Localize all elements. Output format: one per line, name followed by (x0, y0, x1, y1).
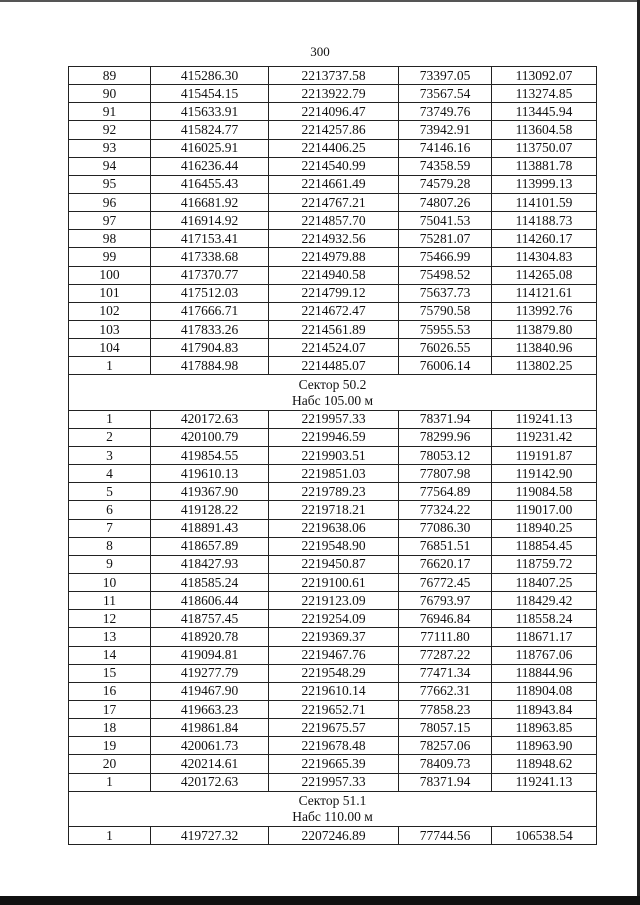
coord-y-cell: 2219665.39 (269, 755, 399, 773)
coord-x-cell: 420172.63 (151, 410, 269, 428)
coord-y-cell: 2213922.79 (269, 85, 399, 103)
local-y-cell: 113992.76 (492, 302, 597, 320)
local-y-cell: 119084.58 (492, 483, 597, 501)
coord-x-cell: 420214.61 (151, 755, 269, 773)
local-x-cell: 73942.91 (399, 121, 492, 139)
point-number-cell: 7 (69, 519, 151, 537)
table-row (69, 628, 597, 646)
coord-x-cell: 416025.91 (151, 139, 269, 157)
point-number-cell: 91 (69, 103, 151, 121)
point-number-cell: 10 (69, 573, 151, 591)
sector-header-cell (69, 375, 597, 410)
local-x-cell: 76026.55 (399, 339, 492, 357)
local-x-cell: 74146.16 (399, 139, 492, 157)
coord-x-cell: 418757.45 (151, 610, 269, 628)
table-row (69, 573, 597, 591)
point-number-cell: 90 (69, 85, 151, 103)
coord-x-cell: 419610.13 (151, 465, 269, 483)
local-y-cell: 114101.59 (492, 193, 597, 211)
coord-x-cell: 417338.68 (151, 248, 269, 266)
coord-y-cell: 2214096.47 (269, 103, 399, 121)
table-row (69, 537, 597, 555)
local-y-cell: 118963.90 (492, 737, 597, 755)
table-row (69, 284, 597, 302)
point-number-cell: 12 (69, 610, 151, 628)
local-y-cell: 113445.94 (492, 103, 597, 121)
table-row (69, 410, 597, 428)
table-row (69, 773, 597, 791)
local-y-cell: 113840.96 (492, 339, 597, 357)
coord-y-cell: 2214799.12 (269, 284, 399, 302)
local-x-cell: 75955.53 (399, 320, 492, 338)
coordinates-table (68, 66, 597, 845)
coord-x-cell: 415286.30 (151, 67, 269, 85)
coord-x-cell: 419663.23 (151, 700, 269, 718)
sector-header-row (69, 375, 597, 410)
local-x-cell: 77111.80 (399, 628, 492, 646)
coord-x-cell: 419094.81 (151, 646, 269, 664)
coord-x-cell: 417666.71 (151, 302, 269, 320)
coord-x-cell: 415824.77 (151, 121, 269, 139)
local-y-cell: 113750.07 (492, 139, 597, 157)
coord-y-cell: 2219957.33 (269, 410, 399, 428)
table-row (69, 339, 597, 357)
point-number-cell: 96 (69, 193, 151, 211)
table-row (69, 519, 597, 537)
local-x-cell: 76793.97 (399, 592, 492, 610)
coord-x-cell: 417833.26 (151, 320, 269, 338)
point-number-cell: 11 (69, 592, 151, 610)
local-x-cell: 73397.05 (399, 67, 492, 85)
point-number-cell: 104 (69, 339, 151, 357)
point-number-cell: 19 (69, 737, 151, 755)
coord-x-cell: 416914.92 (151, 212, 269, 230)
local-x-cell: 76851.51 (399, 537, 492, 555)
sector-header-row (69, 791, 597, 826)
table-row (69, 755, 597, 773)
table-row (69, 719, 597, 737)
local-x-cell: 78299.96 (399, 428, 492, 446)
local-y-cell: 118558.24 (492, 610, 597, 628)
point-number-cell: 15 (69, 664, 151, 682)
coord-y-cell: 2219851.03 (269, 465, 399, 483)
sector-title: Сектор 51.1 (298, 792, 367, 808)
coord-x-cell: 416681.92 (151, 193, 269, 211)
coord-x-cell: 417884.98 (151, 357, 269, 375)
coord-y-cell: 2214857.70 (269, 212, 399, 230)
coord-x-cell: 416236.44 (151, 157, 269, 175)
table-row (69, 592, 597, 610)
coord-x-cell: 418657.89 (151, 537, 269, 555)
local-y-cell: 118854.45 (492, 537, 597, 555)
local-x-cell: 78053.12 (399, 446, 492, 464)
table-row (69, 193, 597, 211)
local-y-cell: 113881.78 (492, 157, 597, 175)
table-row (69, 121, 597, 139)
local-x-cell: 77744.56 (399, 826, 492, 844)
coord-x-cell: 417370.77 (151, 266, 269, 284)
table-row (69, 175, 597, 193)
local-y-cell: 113879.80 (492, 320, 597, 338)
point-number-cell: 8 (69, 537, 151, 555)
coord-y-cell: 2214561.89 (269, 320, 399, 338)
point-number-cell: 6 (69, 501, 151, 519)
point-number-cell: 99 (69, 248, 151, 266)
coord-x-cell: 415454.15 (151, 85, 269, 103)
local-y-cell: 118963.85 (492, 719, 597, 737)
sector-title: Сектор 50.2 (298, 376, 367, 392)
table-row (69, 446, 597, 464)
local-x-cell: 77858.23 (399, 700, 492, 718)
point-number-cell: 1 (69, 357, 151, 375)
table-row (69, 501, 597, 519)
coord-x-cell: 415633.91 (151, 103, 269, 121)
local-y-cell: 118767.06 (492, 646, 597, 664)
table-row (69, 320, 597, 338)
point-number-cell: 102 (69, 302, 151, 320)
coord-x-cell: 418920.78 (151, 628, 269, 646)
coord-y-cell: 2219903.51 (269, 446, 399, 464)
local-x-cell: 78057.15 (399, 719, 492, 737)
local-y-cell: 118940.25 (492, 519, 597, 537)
coord-y-cell: 2219652.71 (269, 700, 399, 718)
local-y-cell: 118407.25 (492, 573, 597, 591)
point-number-cell: 20 (69, 755, 151, 773)
table-row (69, 664, 597, 682)
coord-y-cell: 2214672.47 (269, 302, 399, 320)
coord-x-cell: 418585.24 (151, 573, 269, 591)
local-x-cell: 78409.73 (399, 755, 492, 773)
local-x-cell: 76772.45 (399, 573, 492, 591)
local-y-cell: 106538.54 (492, 826, 597, 844)
table-row (69, 483, 597, 501)
local-y-cell: 114304.83 (492, 248, 597, 266)
table-row (69, 266, 597, 284)
point-number-cell: 1 (69, 410, 151, 428)
local-x-cell: 77662.31 (399, 682, 492, 700)
local-x-cell: 75466.99 (399, 248, 492, 266)
coord-y-cell: 2219678.48 (269, 737, 399, 755)
point-number-cell: 1 (69, 826, 151, 844)
local-x-cell: 74807.26 (399, 193, 492, 211)
table-row (69, 555, 597, 573)
coord-y-cell: 2214485.07 (269, 357, 399, 375)
local-x-cell: 73567.54 (399, 85, 492, 103)
coord-x-cell: 419128.22 (151, 501, 269, 519)
local-x-cell: 77324.22 (399, 501, 492, 519)
coord-y-cell: 2213737.58 (269, 67, 399, 85)
local-y-cell: 118759.72 (492, 555, 597, 573)
table-row (69, 465, 597, 483)
coord-x-cell: 417512.03 (151, 284, 269, 302)
coord-x-cell: 419854.55 (151, 446, 269, 464)
point-number-cell: 100 (69, 266, 151, 284)
coord-x-cell: 418891.43 (151, 519, 269, 537)
local-y-cell: 114265.08 (492, 266, 597, 284)
table-row (69, 139, 597, 157)
local-y-cell: 119017.00 (492, 501, 597, 519)
point-number-cell: 94 (69, 157, 151, 175)
local-y-cell: 113274.85 (492, 85, 597, 103)
point-number-cell: 93 (69, 139, 151, 157)
point-number-cell: 2 (69, 428, 151, 446)
local-y-cell: 114260.17 (492, 230, 597, 248)
point-number-cell: 97 (69, 212, 151, 230)
coord-x-cell: 420172.63 (151, 773, 269, 791)
coord-x-cell: 419277.79 (151, 664, 269, 682)
table-row (69, 826, 597, 844)
local-y-cell: 118948.62 (492, 755, 597, 773)
point-number-cell: 9 (69, 555, 151, 573)
local-x-cell: 78257.06 (399, 737, 492, 755)
coord-y-cell: 2214979.88 (269, 248, 399, 266)
coord-y-cell: 2214406.25 (269, 139, 399, 157)
coord-x-cell: 419467.90 (151, 682, 269, 700)
coord-x-cell: 419367.90 (151, 483, 269, 501)
local-y-cell: 118671.17 (492, 628, 597, 646)
point-number-cell: 16 (69, 682, 151, 700)
local-x-cell: 78371.94 (399, 773, 492, 791)
local-y-cell: 119191.87 (492, 446, 597, 464)
local-x-cell: 75790.58 (399, 302, 492, 320)
local-y-cell: 113999.13 (492, 175, 597, 193)
table-row (69, 682, 597, 700)
table-row (69, 103, 597, 121)
local-y-cell: 119241.13 (492, 773, 597, 791)
local-x-cell: 75281.07 (399, 230, 492, 248)
local-x-cell: 77564.89 (399, 483, 492, 501)
local-x-cell: 74579.28 (399, 175, 492, 193)
point-number-cell: 103 (69, 320, 151, 338)
coord-y-cell: 2214661.49 (269, 175, 399, 193)
table-row (69, 230, 597, 248)
coord-y-cell: 2214257.86 (269, 121, 399, 139)
coord-x-cell: 417153.41 (151, 230, 269, 248)
local-x-cell: 76006.14 (399, 357, 492, 375)
sector-height: Набс 110.00 м (292, 808, 373, 824)
coord-y-cell: 2219100.61 (269, 573, 399, 591)
coord-y-cell: 2219548.29 (269, 664, 399, 682)
scan-top-edge (0, 0, 640, 2)
table-row (69, 737, 597, 755)
local-x-cell: 77287.22 (399, 646, 492, 664)
local-y-cell: 114121.61 (492, 284, 597, 302)
coord-y-cell: 2214940.58 (269, 266, 399, 284)
local-x-cell: 74358.59 (399, 157, 492, 175)
coord-x-cell: 420061.73 (151, 737, 269, 755)
table-row (69, 212, 597, 230)
local-y-cell: 113604.58 (492, 121, 597, 139)
point-number-cell: 92 (69, 121, 151, 139)
coord-y-cell: 2214540.99 (269, 157, 399, 175)
table-row (69, 157, 597, 175)
coord-y-cell: 2214524.07 (269, 339, 399, 357)
coord-y-cell: 2219718.21 (269, 501, 399, 519)
local-y-cell: 114188.73 (492, 212, 597, 230)
coord-y-cell: 2219123.09 (269, 592, 399, 610)
local-x-cell: 75637.73 (399, 284, 492, 302)
table-row (69, 357, 597, 375)
table-row (69, 248, 597, 266)
point-number-cell: 17 (69, 700, 151, 718)
table-row (69, 302, 597, 320)
table-row (69, 610, 597, 628)
local-y-cell: 119241.13 (492, 410, 597, 428)
coord-y-cell: 2219548.90 (269, 537, 399, 555)
local-y-cell: 113802.25 (492, 357, 597, 375)
point-number-cell: 5 (69, 483, 151, 501)
coord-y-cell: 2219946.59 (269, 428, 399, 446)
point-number-cell: 13 (69, 628, 151, 646)
coord-y-cell: 2219467.76 (269, 646, 399, 664)
page-number: 300 (310, 44, 330, 59)
coord-y-cell: 2219789.23 (269, 483, 399, 501)
point-number-cell: 3 (69, 446, 151, 464)
table-row (69, 700, 597, 718)
coordinates-table-body (69, 67, 597, 845)
coord-x-cell: 418427.93 (151, 555, 269, 573)
table-row (69, 646, 597, 664)
local-x-cell: 77086.30 (399, 519, 492, 537)
sector-height: Набс 105.00 м (291, 392, 374, 408)
local-y-cell: 119231.42 (492, 428, 597, 446)
local-x-cell: 73749.76 (399, 103, 492, 121)
coord-y-cell: 2219254.09 (269, 610, 399, 628)
local-x-cell: 77807.98 (399, 465, 492, 483)
local-x-cell: 78371.94 (399, 410, 492, 428)
local-y-cell: 113092.07 (492, 67, 597, 85)
point-number-cell: 101 (69, 284, 151, 302)
coord-y-cell: 2214767.21 (269, 193, 399, 211)
coord-x-cell: 418606.44 (151, 592, 269, 610)
local-x-cell: 77471.34 (399, 664, 492, 682)
coord-x-cell: 417904.83 (151, 339, 269, 357)
local-y-cell: 118844.96 (492, 664, 597, 682)
coord-y-cell: 2219610.14 (269, 682, 399, 700)
coord-y-cell: 2219675.57 (269, 719, 399, 737)
coord-y-cell: 2219369.37 (269, 628, 399, 646)
local-y-cell: 119142.90 (492, 465, 597, 483)
point-number-cell: 1 (69, 773, 151, 791)
coord-y-cell: 2219957.33 (269, 773, 399, 791)
point-number-cell: 98 (69, 230, 151, 248)
local-x-cell: 76946.84 (399, 610, 492, 628)
coord-y-cell: 2214932.56 (269, 230, 399, 248)
coord-x-cell: 419727.32 (151, 826, 269, 844)
local-x-cell: 75498.52 (399, 266, 492, 284)
point-number-cell: 95 (69, 175, 151, 193)
point-number-cell: 14 (69, 646, 151, 664)
point-number-cell: 89 (69, 67, 151, 85)
table-row (69, 428, 597, 446)
coord-y-cell: 2219638.06 (269, 519, 399, 537)
table-row (69, 85, 597, 103)
local-x-cell: 75041.53 (399, 212, 492, 230)
local-x-cell: 76620.17 (399, 555, 492, 573)
point-number-cell: 4 (69, 465, 151, 483)
local-y-cell: 118904.08 (492, 682, 597, 700)
coord-y-cell: 2219450.87 (269, 555, 399, 573)
coord-x-cell: 419861.84 (151, 719, 269, 737)
scan-bottom-edge (0, 896, 640, 905)
point-number-cell: 18 (69, 719, 151, 737)
sector-header-cell (69, 791, 597, 826)
local-y-cell: 118943.84 (492, 700, 597, 718)
local-y-cell: 118429.42 (492, 592, 597, 610)
coord-x-cell: 420100.79 (151, 428, 269, 446)
coord-x-cell: 416455.43 (151, 175, 269, 193)
table-row (69, 67, 597, 85)
coord-y-cell: 2207246.89 (269, 826, 399, 844)
